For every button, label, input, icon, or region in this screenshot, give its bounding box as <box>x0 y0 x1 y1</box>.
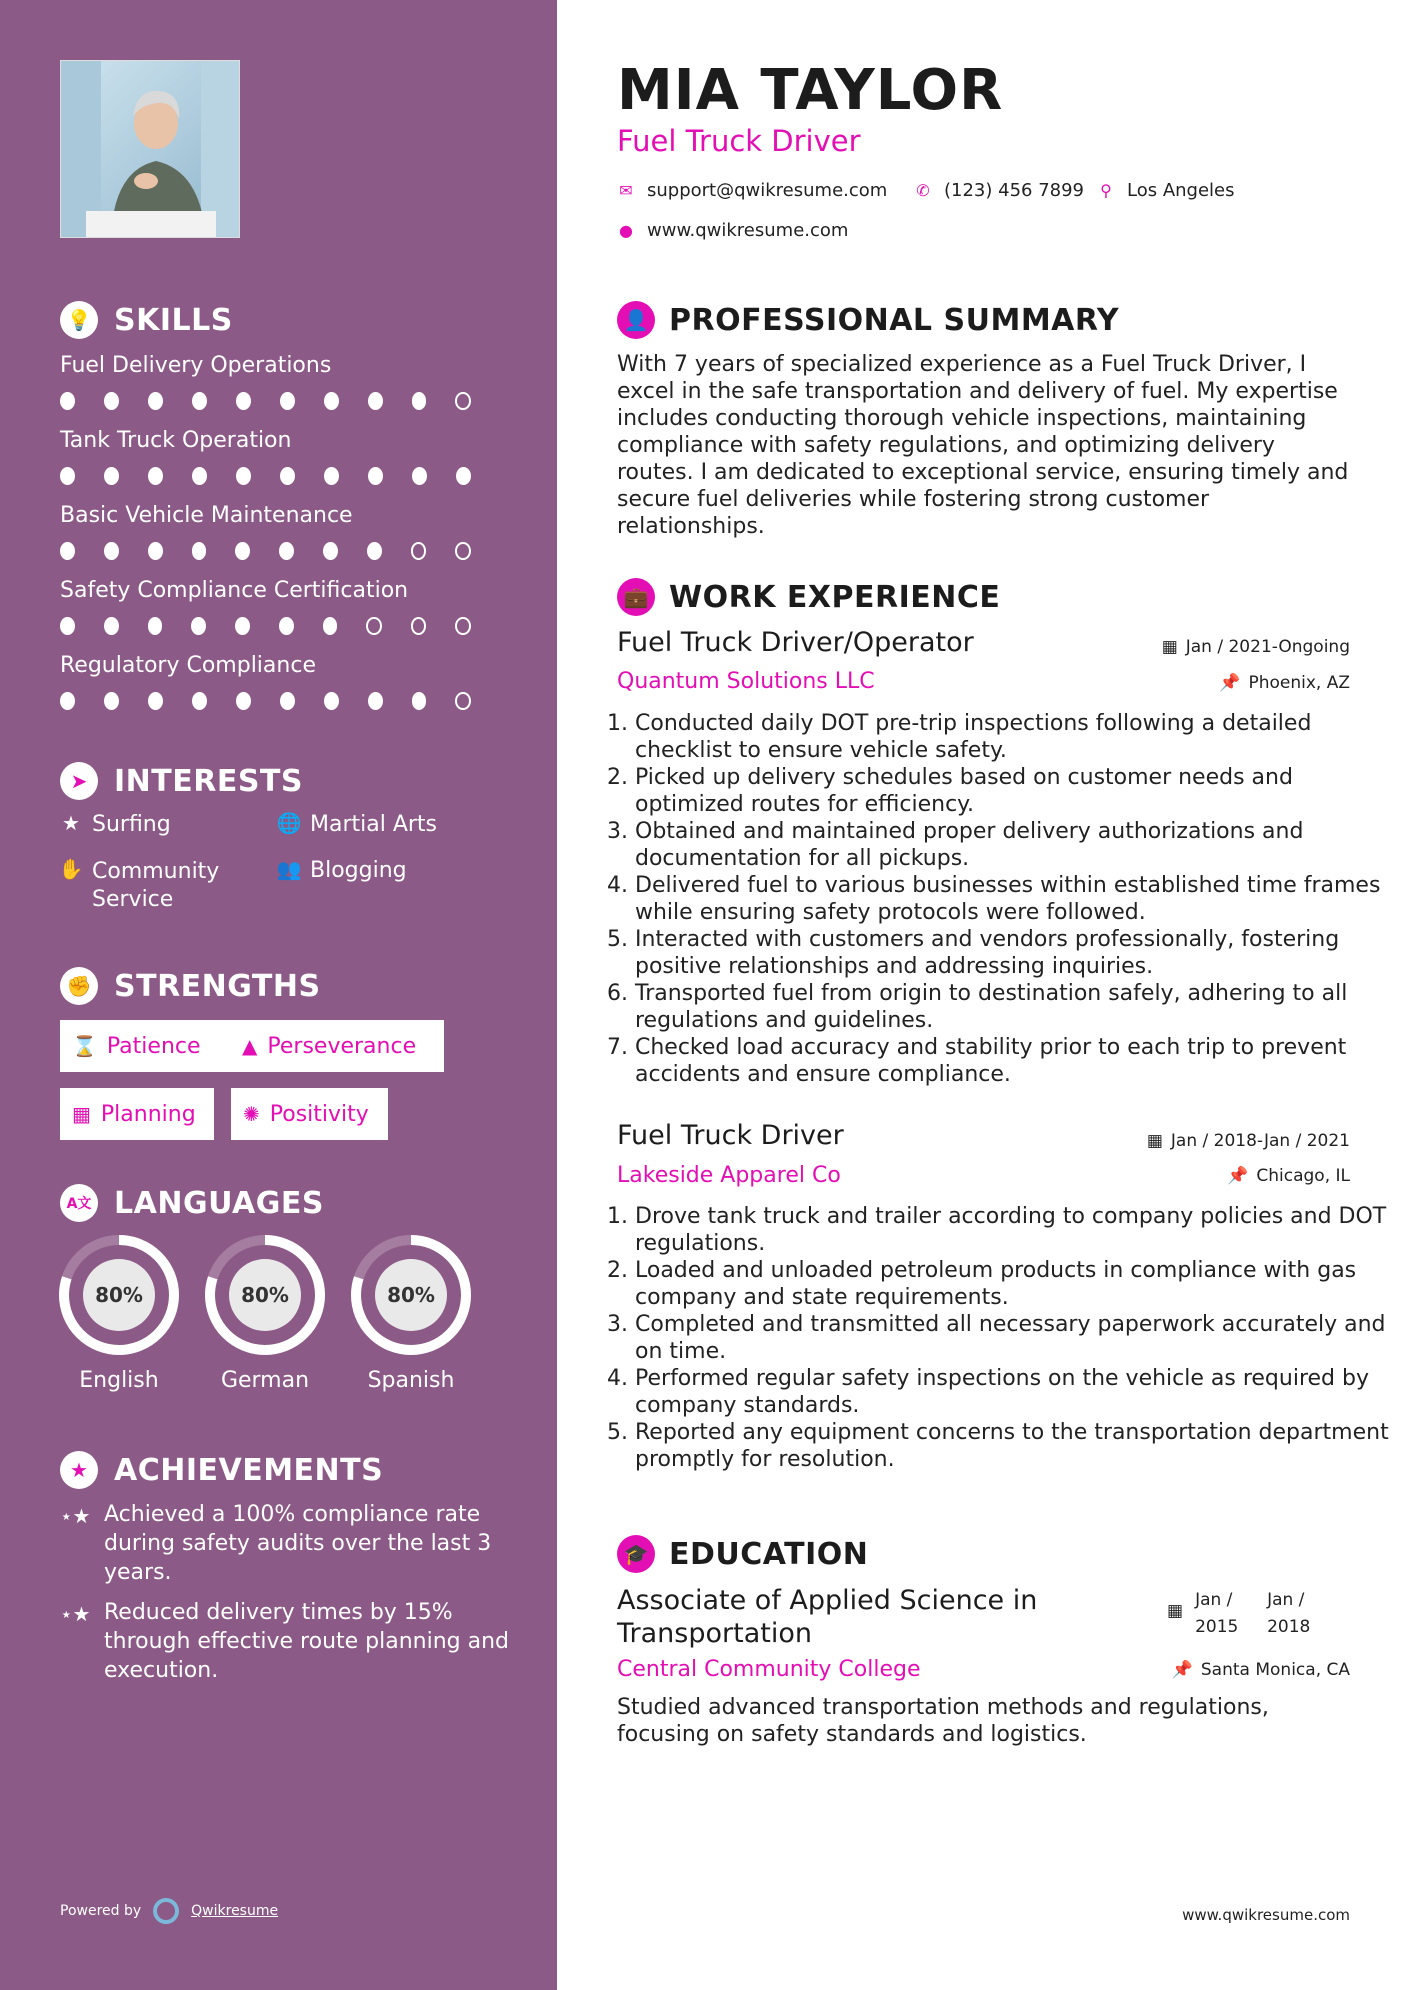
shooting-star-icon: ⋆★ <box>60 1504 91 1528</box>
rating-dot <box>279 617 294 635</box>
rating-dot <box>366 617 382 635</box>
rating-dot <box>411 542 427 560</box>
rating-dot <box>368 392 383 410</box>
rating-dot <box>368 467 383 485</box>
sidebar <box>0 0 557 1990</box>
rating-dot <box>60 467 75 485</box>
rating-dot <box>60 392 75 410</box>
user-icon: 👤 <box>617 301 655 339</box>
rating-dot <box>323 617 338 635</box>
rating-dot <box>191 617 206 635</box>
responsibility-item: 5. Interacted with customers and vendors professionally, fostering positive relationships and addressing inquiries. <box>635 926 1390 980</box>
interests-heading: ➤ INTERESTS <box>60 762 303 800</box>
rating-dot <box>280 692 295 710</box>
interest-item: 👥 Blogging <box>276 857 407 883</box>
skill-item <box>60 428 500 485</box>
sun-icon: ✺ <box>243 1102 260 1126</box>
rating-dot <box>192 467 207 485</box>
rating-dot <box>236 392 251 410</box>
job-1-dates: ▦ Jan / 2021-Ongoing <box>1161 637 1350 657</box>
rating-dot <box>456 467 471 485</box>
rating-dot <box>60 692 75 710</box>
achievement-item: ⋆★ Reduced delivery times by 15% through effective route planning and execution. <box>60 1600 510 1683</box>
footer-website[interactable]: www.qwikresume.com <box>1182 1906 1350 1924</box>
rating-dot <box>411 617 427 635</box>
skill-item <box>60 578 500 635</box>
main-content <box>557 0 1407 1990</box>
skill-item <box>60 353 500 410</box>
language-name: Spanish <box>367 1368 455 1393</box>
education-dates: ▦ Jan / 2015 Jan / 2018 <box>1167 1587 1327 1641</box>
summary-heading: 👤 PROFESSIONAL SUMMARY <box>617 301 1119 339</box>
rating-dot <box>412 392 427 410</box>
envelope-icon: ✉ <box>619 181 633 200</box>
rating-dot <box>235 617 250 635</box>
rating-dot <box>192 692 207 710</box>
rating-dot <box>323 542 338 560</box>
graduation-icon: 🎓 <box>617 1535 655 1573</box>
job-2-location: 📌 Chicago, IL <box>1227 1166 1350 1186</box>
languages-heading: A文 LANGUAGES <box>60 1184 324 1222</box>
responsibility-item: 4. Delivered fuel to various businesses within established time frames while ensuring safety protocols were followed. <box>635 872 1390 926</box>
star-icon: ★ <box>62 811 80 835</box>
responsibility-item: 1. Drove tank truck and trailer according to company policies and DOT regulations. <box>635 1203 1390 1257</box>
rating-dot <box>236 467 251 485</box>
rating-dot <box>280 392 295 410</box>
pin-icon: 📌 <box>1171 1660 1193 1680</box>
rating-dot <box>455 542 471 560</box>
calendar-icon: ▦ <box>72 1102 91 1126</box>
skill-rating <box>60 542 500 560</box>
language-percent: 80% <box>387 1283 435 1307</box>
responsibility-item: 1. Conducted daily DOT pre-trip inspections following a detailed checklist to ensure vehicle safety. <box>635 710 1390 764</box>
rating-dot <box>324 467 339 485</box>
shooting-star-icon: ⋆★ <box>60 1602 91 1626</box>
hand-icon: ✋ <box>58 857 84 881</box>
contact-website[interactable]: ● www.qwikresume.com <box>617 220 848 241</box>
globe-icon: ● <box>619 221 633 240</box>
job-2-dates: ▦ Jan / 2018-Jan / 2021 <box>1146 1131 1350 1151</box>
job-1-responsibilities <box>617 710 1390 1088</box>
skill-item <box>60 503 500 560</box>
calendar-icon: ▦ <box>1146 1131 1163 1151</box>
strength-badge: ⌛ Patience <box>60 1020 230 1072</box>
education-degree: Associate of Applied Science in Transportation <box>617 1585 1038 1649</box>
education-heading: 🎓 EDUCATION <box>617 1535 868 1573</box>
rating-dot <box>148 542 163 560</box>
rating-dot <box>104 617 119 635</box>
candidate-name: MIA TAYLOR <box>617 58 1004 123</box>
job-2-company: Lakeside Apparel Co <box>617 1163 841 1188</box>
qwikresume-logo-icon <box>153 1898 179 1924</box>
strength-badge: ✺ Positivity <box>231 1088 388 1140</box>
skill-name: Safety Compliance Certification <box>60 578 409 603</box>
rating-dot <box>235 542 250 560</box>
responsibility-item: 7. Checked load accuracy and stability prior to each trip to prevent accidents and ensure compliance. <box>635 1034 1390 1088</box>
hourglass-icon: ⌛ <box>72 1034 97 1058</box>
profile-photo <box>60 60 240 238</box>
education-school: Central Community College <box>617 1657 921 1682</box>
job-title: Fuel Truck Driver <box>617 124 861 158</box>
language-percent: 80% <box>95 1283 143 1307</box>
skill-item <box>60 653 500 710</box>
powered-by: Powered by Qwikresume <box>60 1898 278 1924</box>
education-location: 📌 Santa Monica, CA <box>1171 1660 1350 1680</box>
education-description: Studied advanced transportation methods and regulations, focusing on safety standards and logistics. <box>617 1695 1269 1747</box>
rating-dot <box>192 392 207 410</box>
rating-dot <box>60 617 75 635</box>
rating-dot <box>148 392 163 410</box>
responsibility-item: 3. Completed and transmitted all necessary paperwork accurately and on time. <box>635 1311 1390 1365</box>
translate-icon: A文 <box>60 1184 98 1222</box>
rating-dot <box>280 467 295 485</box>
rating-dot <box>455 617 471 635</box>
qwikresume-link[interactable]: Qwikresume <box>191 1903 279 1919</box>
rating-dot <box>104 392 119 410</box>
responsibility-item: 6. Transported fuel from origin to destination safely, adhering to all regulations and guidelines. <box>635 980 1390 1034</box>
interest-item: ★ Surfing <box>60 812 171 837</box>
achievements-heading: ★ ACHIEVEMENTS <box>60 1451 383 1489</box>
rating-dot <box>236 692 251 710</box>
skill-rating <box>60 617 500 635</box>
responsibility-item: 2. Loaded and unloaded petroleum products in compliance with gas company and state requirements. <box>635 1257 1390 1311</box>
responsibility-item: 3. Obtained and maintained proper delivery authorizations and documentation for all pickups. <box>635 818 1390 872</box>
job-2-title: Fuel Truck Driver <box>617 1120 844 1151</box>
contact-phone[interactable]: ✆ (123) 456 7899 <box>914 180 1084 201</box>
rating-dot <box>104 692 119 710</box>
strengths-heading: ✊ STRENGTHS <box>60 967 321 1005</box>
rating-dot <box>368 692 383 710</box>
strength-badge: ▦ Planning <box>60 1088 214 1140</box>
paper-plane-icon: ➤ <box>60 762 98 800</box>
rating-dot <box>412 467 427 485</box>
location-pin-icon: ⚲ <box>1100 181 1112 200</box>
job-1-company: Quantum Solutions LLC <box>617 669 875 694</box>
rating-dot <box>455 392 471 410</box>
job-2-responsibilities <box>617 1203 1390 1473</box>
pin-icon: 📌 <box>1227 1166 1249 1186</box>
globe-icon: 🌐 <box>276 811 302 835</box>
interest-item: 🌐 Martial Arts <box>276 811 438 837</box>
lightbulb-icon: 💡 <box>60 301 98 339</box>
language-item <box>350 1234 472 1393</box>
rating-dot <box>104 467 119 485</box>
skill-rating <box>60 467 500 485</box>
rating-dot <box>104 542 119 560</box>
skill-name: Regulatory Compliance <box>60 653 316 678</box>
rating-dot <box>60 542 75 560</box>
language-ring <box>350 1234 472 1356</box>
language-name: German <box>220 1368 310 1393</box>
rating-dot <box>148 467 163 485</box>
rating-dot <box>455 692 471 710</box>
rating-dot <box>192 542 207 560</box>
achievement-item: ⋆★ Achieved a 100% compliance rate during safety audits over the last 3 years. <box>60 1502 492 1585</box>
job-1-location: 📌 Phoenix, AZ <box>1219 673 1350 693</box>
skills-heading: 💡 SKILLS <box>60 301 233 339</box>
fist-icon: ✊ <box>60 967 98 1005</box>
contact-email[interactable]: ✉ support@qwikresume.com <box>617 180 887 201</box>
rating-dot <box>324 692 339 710</box>
language-percent: 80% <box>241 1283 289 1307</box>
responsibility-item: 5. Reported any equipment concerns to the transportation department promptly for resolution. <box>635 1419 1390 1473</box>
responsibility-item: 2. Picked up delivery schedules based on customer needs and optimized routes for efficiency. <box>635 764 1390 818</box>
briefcase-icon: 💼 <box>617 578 655 616</box>
rating-dot <box>367 542 382 560</box>
skill-rating <box>60 692 500 710</box>
phone-icon: ✆ <box>916 181 930 200</box>
strength-badge: ▲ Perseverance <box>230 1020 444 1072</box>
skill-name: Tank Truck Operation <box>60 428 292 453</box>
interest-item: ✋ Community Service <box>58 857 220 912</box>
contact-location: ⚲ Los Angeles <box>1097 180 1235 201</box>
skill-name: Basic Vehicle Maintenance <box>60 503 353 528</box>
language-item <box>58 1234 180 1393</box>
star-badge-icon: ★ <box>60 1451 98 1489</box>
experience-heading: 💼 WORK EXPERIENCE <box>617 578 1000 616</box>
language-ring <box>58 1234 180 1356</box>
skill-rating <box>60 392 500 410</box>
responsibility-item: 4. Performed regular safety inspections on the vehicle as required by company standards. <box>635 1365 1390 1419</box>
pin-icon: 📌 <box>1219 673 1241 693</box>
users-icon: 👥 <box>276 857 302 881</box>
rating-dot <box>324 392 339 410</box>
calendar-icon: ▦ <box>1167 1601 1184 1621</box>
rating-dot <box>412 692 427 710</box>
mountain-icon: ▲ <box>242 1034 258 1058</box>
rating-dot <box>148 617 163 635</box>
language-item <box>204 1234 326 1393</box>
rating-dot <box>148 692 163 710</box>
skill-name: Fuel Delivery Operations <box>60 353 332 378</box>
language-name: English <box>79 1368 159 1393</box>
calendar-icon: ▦ <box>1161 637 1178 657</box>
language-ring <box>204 1234 326 1356</box>
rating-dot <box>279 542 294 560</box>
summary-text: With 7 years of specialized experience as a Fuel Truck Driver, I excel in the safe transportation and delivery of fuel. My expertise includes conducting thorough vehicle inspections, maintaining compliance with safety regulations, and optimizing delivery routes. I am dedicated to exceptional service, ensuring timely and secure fuel deliveries while fostering strong customer relationships. <box>617 352 1349 539</box>
job-1-title: Fuel Truck Driver/Operator <box>617 627 974 658</box>
